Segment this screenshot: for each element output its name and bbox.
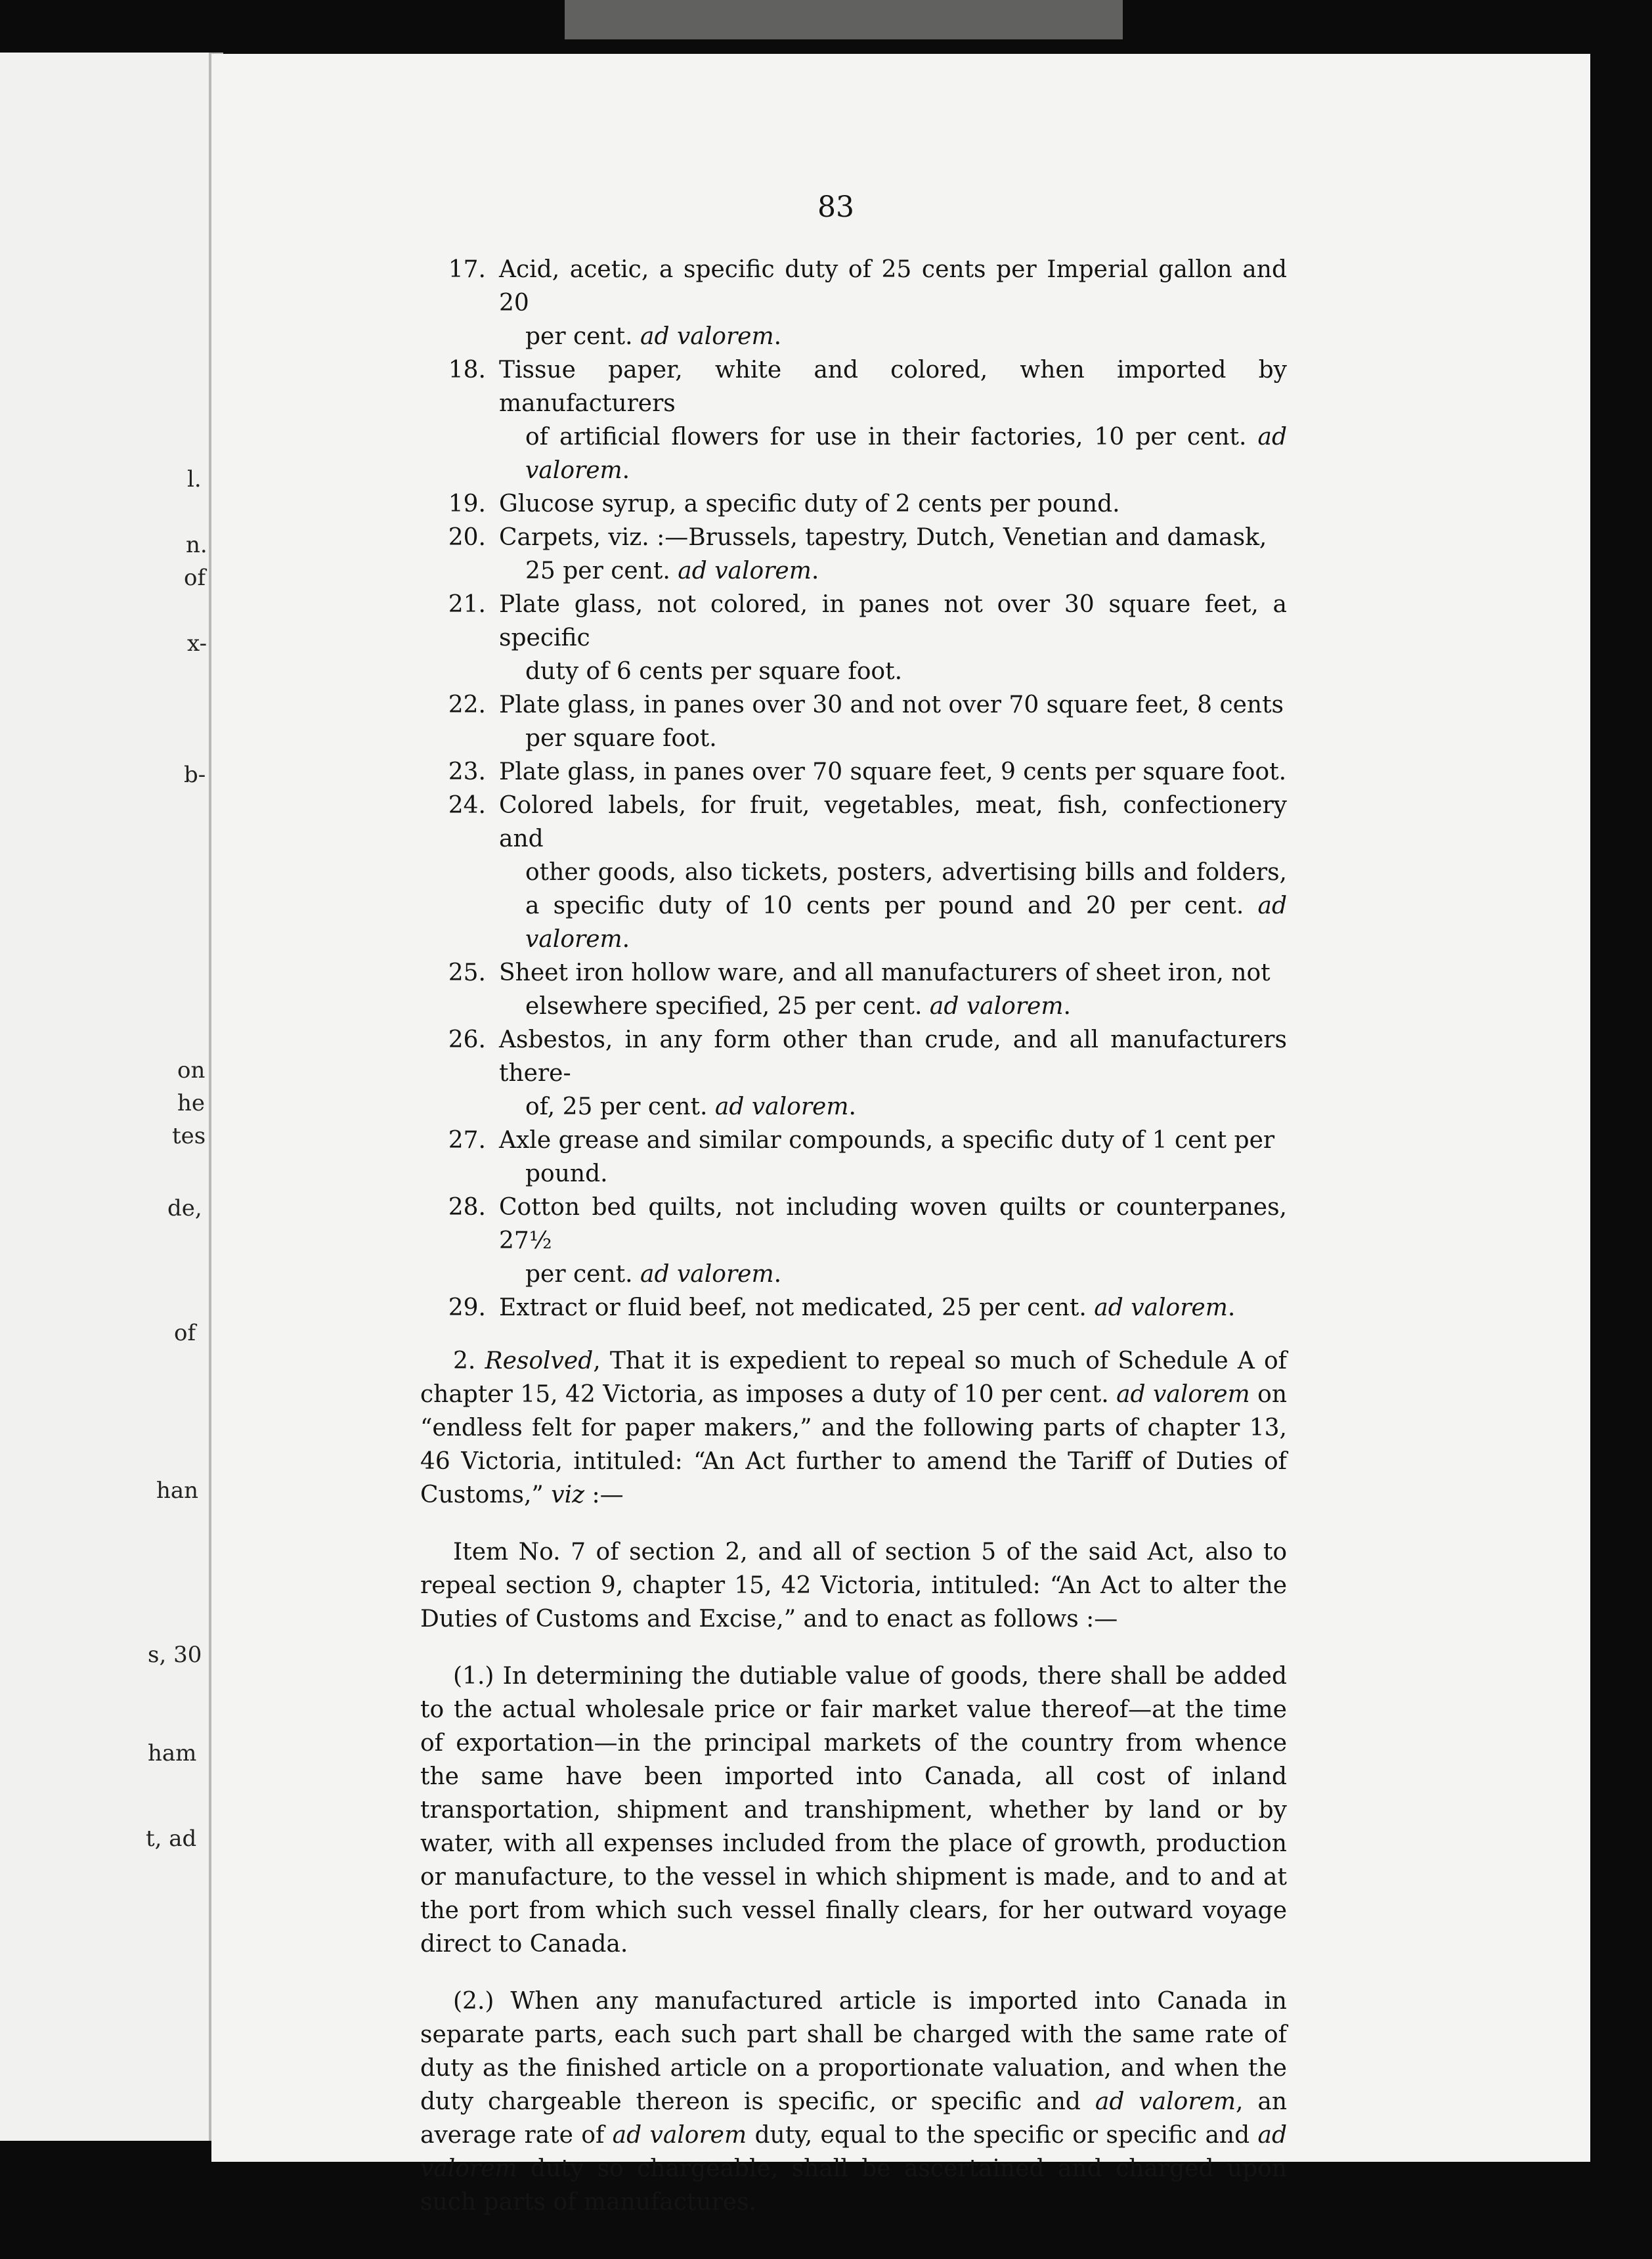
- item-text: [499, 487, 1287, 521]
- item-number: 21.: [448, 591, 486, 618]
- subsection-2-paragraph: (2.) When any manufactured article is imported into Canada in separate parts, each such part shall be charged with the same rate of duty as the finished article on a proportionate valuation, and when the duty chargeable thereon is specific, or specific and ad valorem, an average rate of ad valorem duty, equal to the specific or specific and ad valorem duty so chargeable, shall be ascertained and charged upon such parts of manufactures.: [420, 1988, 1288, 2216]
- item-line: Plate glass, in panes over 70 square feet, 9 cents per square foot.: [499, 758, 1287, 785]
- item-text: [499, 1191, 1287, 1291]
- item-number: 24.: [448, 792, 486, 819]
- item-line: 25 per cent. ad valorem.: [525, 558, 819, 584]
- item-line: elsewhere specified, 25 per cent. ad valorem.: [525, 993, 1071, 1020]
- tariff-item: [420, 1291, 1287, 1325]
- item-line: Tissue paper, white and colored, when imported by manufacturers: [499, 357, 1287, 417]
- item-line: per square foot.: [525, 725, 717, 752]
- tariff-item: [420, 521, 1287, 588]
- item-number: 19.: [448, 491, 486, 517]
- item-text: [499, 588, 1287, 688]
- page-content: [420, 253, 1287, 2243]
- item-line: Acid, acetic, a specific duty of 25 cents per Imperial gallon and 20: [499, 256, 1287, 317]
- item-line: per cent. ad valorem.: [525, 323, 782, 350]
- item-text: [499, 1291, 1287, 1325]
- item-number: 22.: [448, 691, 486, 718]
- margin-fragment: n.: [186, 532, 207, 558]
- margin-fragment: he: [177, 1090, 206, 1116]
- subsection-1-paragraph: (1.) In determining the dutiable value of goods, there shall be added to the actual wholesale price or fair market value thereof—at the time of exportation—in the principal markets of the country from whence the same have been imported into Canada, all cost of inland transportation, shipment and transhipment, whether by land or by water, with all expenses included from the place of growth, production or manufacture, to the vessel in which shipment is made, and to and at the port from which such vessel finally clears, for her outward voyage direct to Canada.: [420, 1663, 1287, 1958]
- item-text: [499, 755, 1287, 789]
- page-number: 83: [817, 190, 854, 224]
- item-number: 20.: [448, 524, 486, 551]
- margin-fragment: tes: [172, 1123, 206, 1149]
- margin-fragment: ham: [148, 1740, 197, 1766]
- item-text: [499, 956, 1287, 1023]
- margin-fragment: han: [156, 1478, 199, 1504]
- margin-fragment: of: [184, 565, 206, 591]
- item-number: 29.: [448, 1294, 486, 1321]
- tariff-item: [420, 789, 1287, 956]
- item-line: pound.: [525, 1160, 608, 1187]
- left-page-margin: [0, 53, 209, 2141]
- tariff-item: [420, 253, 1287, 353]
- item-line: Cotton bed quilts, not including woven quilts or counterpanes, 27½: [499, 1194, 1287, 1254]
- item-text: [499, 521, 1287, 588]
- item-line: other goods, also tickets, posters, advertising bills and folders, a specific duty of 10 cents per pound and 20 per cent. ad valorem.: [525, 859, 1287, 953]
- margin-fragment: t, ad: [146, 1826, 197, 1852]
- item-number: 18.: [448, 357, 486, 384]
- tariff-item: [420, 588, 1287, 688]
- scan-edge-strip: [565, 0, 1123, 39]
- tariff-item: [420, 755, 1287, 789]
- resolution-paragraph: 2. Resolved, That it is expedient to repeal so much of Schedule A of chapter 15, 42 Victoria, as imposes a duty of 10 per cent. ad valorem on “endless felt for paper makers,” and the following parts of chapter 13, 46 Victoria, intituled: “An Act further to amend the Tariff of Duties of Customs,” viz :—: [420, 1348, 1288, 1508]
- item-text: [499, 353, 1287, 487]
- margin-fragment: s, 30: [148, 1642, 202, 1668]
- tariff-item: [420, 1191, 1287, 1291]
- item-line: Colored labels, for fruit, vegetables, meat, fish, confectionery and: [499, 792, 1287, 852]
- item-line: Carpets, viz. :—Brussels, tapestry, Dutch, Venetian and damask,: [499, 524, 1267, 551]
- margin-fragment: of: [174, 1320, 196, 1346]
- item-number: 28.: [448, 1194, 486, 1221]
- margin-fragment: de,: [167, 1195, 202, 1221]
- item-number: 17.: [448, 256, 486, 283]
- item-line: Asbestos, in any form other than crude, and all manufacturers there-: [499, 1026, 1287, 1087]
- item-text: [499, 253, 1287, 353]
- item-text: [499, 688, 1287, 755]
- item-number: 27.: [448, 1127, 486, 1154]
- margin-fragment: b-: [184, 762, 206, 788]
- item-line: Sheet iron hollow ware, and all manufacturers of sheet iron, not: [499, 959, 1271, 986]
- item-line: Glucose syrup, a specific duty of 2 cents per pound.: [499, 491, 1120, 517]
- item-line: Extract or fluid beef, not medicated, 25 per cent. ad valorem.: [499, 1294, 1236, 1321]
- item-number: 26.: [448, 1026, 486, 1053]
- tariff-item-list: [420, 253, 1287, 1325]
- tariff-item: [420, 688, 1287, 755]
- item-line: Plate glass, not colored, in panes not over 30 square feet, a specific: [499, 591, 1287, 651]
- tariff-item: [420, 1124, 1287, 1191]
- margin-fragment: x-: [187, 630, 207, 657]
- tariff-item: [420, 956, 1287, 1023]
- item-line: Axle grease and similar compounds, a specific duty of 1 cent per: [499, 1127, 1275, 1154]
- item-number: 23.: [448, 758, 486, 785]
- tariff-item: [420, 1023, 1287, 1124]
- tariff-item: [420, 487, 1287, 521]
- item-line: duty of 6 cents per square foot.: [525, 658, 903, 685]
- item-line: of artificial flowers for use in their factories, 10 per cent. ad valorem.: [525, 424, 1287, 484]
- margin-fragment: l.: [187, 466, 202, 493]
- margin-fragment: on: [177, 1057, 206, 1084]
- item-text: [499, 1124, 1287, 1191]
- item7-paragraph: Item No. 7 of section 2, and all of section 5 of the said Act, also to repeal section 9, chapter 15, 42 Victoria, intituled: “An Act to alter the Duties of Customs and Excise,” and to enact as follows :—: [420, 1539, 1287, 1633]
- item-line: of, 25 per cent. ad valorem.: [525, 1093, 856, 1120]
- tariff-item: [420, 353, 1287, 487]
- item-number: 25.: [448, 959, 486, 986]
- item-text: [499, 789, 1287, 956]
- item-line: per cent. ad valorem.: [525, 1261, 782, 1288]
- item-text: [499, 1023, 1287, 1124]
- item-line: Plate glass, in panes over 30 and not over 70 square feet, 8 cents: [499, 691, 1284, 718]
